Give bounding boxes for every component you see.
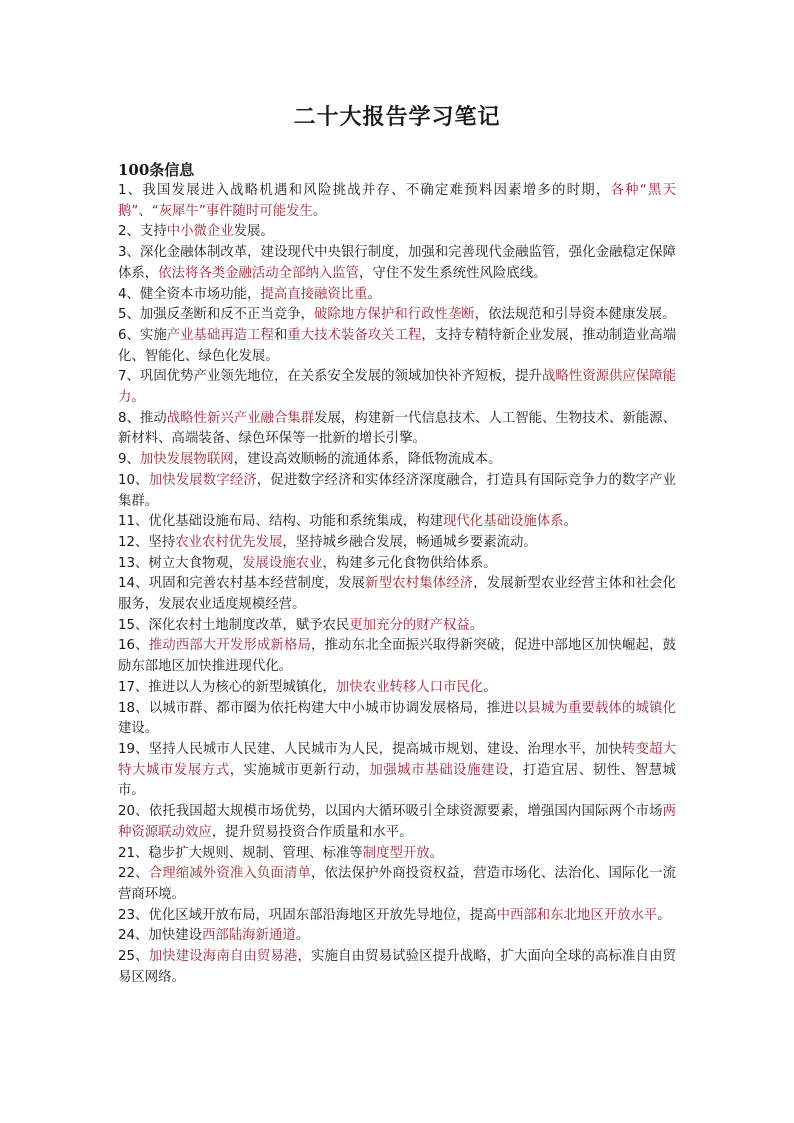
item-text: ，实施自由贸易试验区提升战略，扩大面向全球的高标准自由贸易区网络。 [118,949,677,985]
list-item [118,740,676,802]
item-text: ，促进数字经济和实体经济深度融合，打造具有国际竞争力的数字产业集群。 [118,472,677,509]
item-text: ，实施城市更新行动， [229,762,370,778]
item-text: 4、健全资本市场功能， [118,286,261,302]
list-item [118,844,676,865]
highlighted-text: 提高直接融资比重 [260,286,368,302]
item-text: 14、巩固和完善农村基本经营制度，发展 [118,576,366,592]
item-text: 建设。 [118,721,159,737]
item-text: 25、 [118,949,149,965]
item-text: ，依法保护外商投资权益，营造市场化、法治化、国际化一流营商环境。 [118,866,677,902]
highlighted-text: 依法将各类金融活动全部纳入监管 [158,265,360,281]
item-text: 。 [483,679,497,695]
item-text: 16、 [118,638,149,654]
item-text: 3、深化金融体制改革，建设现代中央银行制度，加强和完善现代金融监管，强化金融稳定保障体系， [118,245,676,281]
list-item [118,554,676,575]
item-text: 。 [469,617,484,633]
highlighted-text: 更加充分的财产权益 [349,617,470,633]
list-item [118,864,676,905]
item-text: ，发展新型农业经营主体和社会化服务，发展农业适度规模经营。 [118,576,677,613]
highlighted-text: 现代化基础设施体系 [443,514,564,530]
item-text: 19、坚持人民城市人民建、人民城市为人民，提高城市规划、建设、治理水平，加快 [118,741,623,757]
list-item [118,616,676,637]
list-item [118,367,676,408]
highlighted-text: 加快农业转移人口市民化 [335,679,484,695]
item-text: 发展，构建新一代信息技术、人工智能、生物技术、新能源、新材料、高端装备、绿色环保等一批新的增长引擎。 [118,410,677,447]
list-item [118,906,676,927]
highlighted-text: 加强城市基础设施建设 [369,762,510,778]
highlighted-text: 战略性新兴产业融合集群 [166,410,315,426]
item-text: 18、以城市群、都市圈为依托构建大中小城市协调发展格局，推进 [118,700,514,716]
item-text: 。 [429,845,444,861]
item-text: ，依法规范和引导资本健康发展。 [474,307,676,323]
highlighted-text: 农业农村优先发展 [175,534,283,550]
list-item [118,678,676,699]
highlighted-text: 重大技术装备攻关工程 [287,327,422,343]
item-text: 。 [367,286,381,302]
highlighted-text: 推动西部大开发形成新格局 [148,638,311,654]
item-text: 12、坚持 [118,534,176,550]
section-heading: 100条信息 [118,161,195,179]
highlighted-text: 产业基础再造工程 [166,327,274,343]
list-item [118,574,676,615]
item-text: 22、 [118,866,149,882]
item-text: ，建设高效顺畅的流通体系，降低物流成本。 [233,452,502,468]
item-text: 20、依托我国超大规模市场优势，以国内大循环吸引全球资源要素，增强国内国际两个市场 [118,804,663,820]
item-text: ，提升贸易投资合作质量和水平。 [211,824,413,840]
item-text: 23、优化区域开放布局，巩固东部沿海地区开放先导地位，提高 [118,907,497,923]
highlighted-text: 以县城为重要载体的城镇化 [513,700,676,716]
item-text: 2、支持 [118,224,167,240]
list-item [118,222,676,243]
item-text: ，支持专精特新企业发展，推动制造业高端化、智能化、绿色化发展。 [118,327,677,364]
item-text: ，守住不发生系统性风险底线。 [359,265,547,281]
item-list [118,181,676,988]
item-text: 和 [273,327,288,343]
item-text: ，坚持城乡融合发展，畅通城乡要素流动。 [282,534,537,550]
list-item [118,326,676,367]
item-text: 21、稳步扩大规则、规制、管理、标准等 [118,845,363,861]
list-item [118,926,676,947]
list-item [118,947,676,988]
list-item [118,699,676,740]
highlighted-text: 战略性资源供应保障能力 [118,369,676,406]
highlighted-text: 两种资源联动效应 [118,804,676,840]
list-item [118,533,676,554]
list-item [118,471,676,512]
highlighted-text: 破除地方保护和行政性垄断 [314,307,475,323]
highlighted-text: 制度型开放 [362,845,430,861]
item-text: 17、推进以人为核心的新型城镇化， [118,679,336,695]
item-text: 15、深化农村土地制度改革，赋予农民 [118,617,350,633]
highlighted-text: 中西部和东北地区开放水平 [496,907,658,923]
item-text: 8、推动 [118,410,167,426]
item-text: 发展。 [233,224,274,240]
highlighted-text: 各种“黑天鹅”、“灰犀牛”事件随时可能发生 [118,183,676,219]
list-item [118,450,676,471]
list-item [118,512,676,533]
item-text: ，打造宜居、韧性、智慧城市。 [118,762,677,799]
highlighted-text: 新型农村集体经济 [365,576,474,592]
list-item [118,243,676,284]
highlighted-text: 西部陆海新通道 [202,928,296,944]
item-text: 1、我国发展进入战略机遇和风险挑战并存、不确定难预料因素增多的时期， [118,183,611,198]
item-text: 9、 [118,452,140,468]
list-item [118,636,676,677]
item-text: 24、加快建设 [118,928,202,944]
highlighted-text: 发展设施农业 [242,555,323,571]
item-text: 。 [312,203,327,219]
highlighted-text: 合理缩减外资准入负面清单 [148,866,311,882]
item-text: 13、树立大食物观， [118,555,243,571]
item-text: 。 [131,390,145,406]
document-title: 二十大报告学习笔记 [293,105,501,130]
item-text: 5、加强反垄断和反不正当竞争， [118,307,314,323]
highlighted-text: 中小微企业 [166,224,234,240]
item-text: 7、巩固优势产业领先地位，在关系安全发展的领域加快补齐短板，提升 [118,369,542,385]
list-item [118,305,676,326]
item-text: 。 [295,928,310,944]
list-item [118,285,676,306]
item-text: 。 [657,907,671,923]
item-text: 6、实施 [118,327,167,343]
highlighted-text: 转变超大特大城市发展方式 [118,741,676,778]
highlighted-text: 加快发展数字经济 [148,472,257,488]
item-text: ，推动东北全面振兴取得新突破，促进中部地区加快崛起，鼓励东部地区加快推进现代化。 [118,638,677,675]
highlighted-text: 加快发展物联网 [139,452,234,468]
item-text: ，构建多元化食物供给体系。 [322,555,497,571]
list-item [118,181,676,222]
highlighted-text: 加快建设海南自由贸易港 [148,949,298,965]
list-item [118,409,676,450]
list-item [118,802,676,843]
item-text: 11、优化基础设施布局、结构、功能和系统集成，构建 [118,514,444,530]
item-text: 10、 [118,472,149,488]
item-text: 。 [563,514,577,530]
